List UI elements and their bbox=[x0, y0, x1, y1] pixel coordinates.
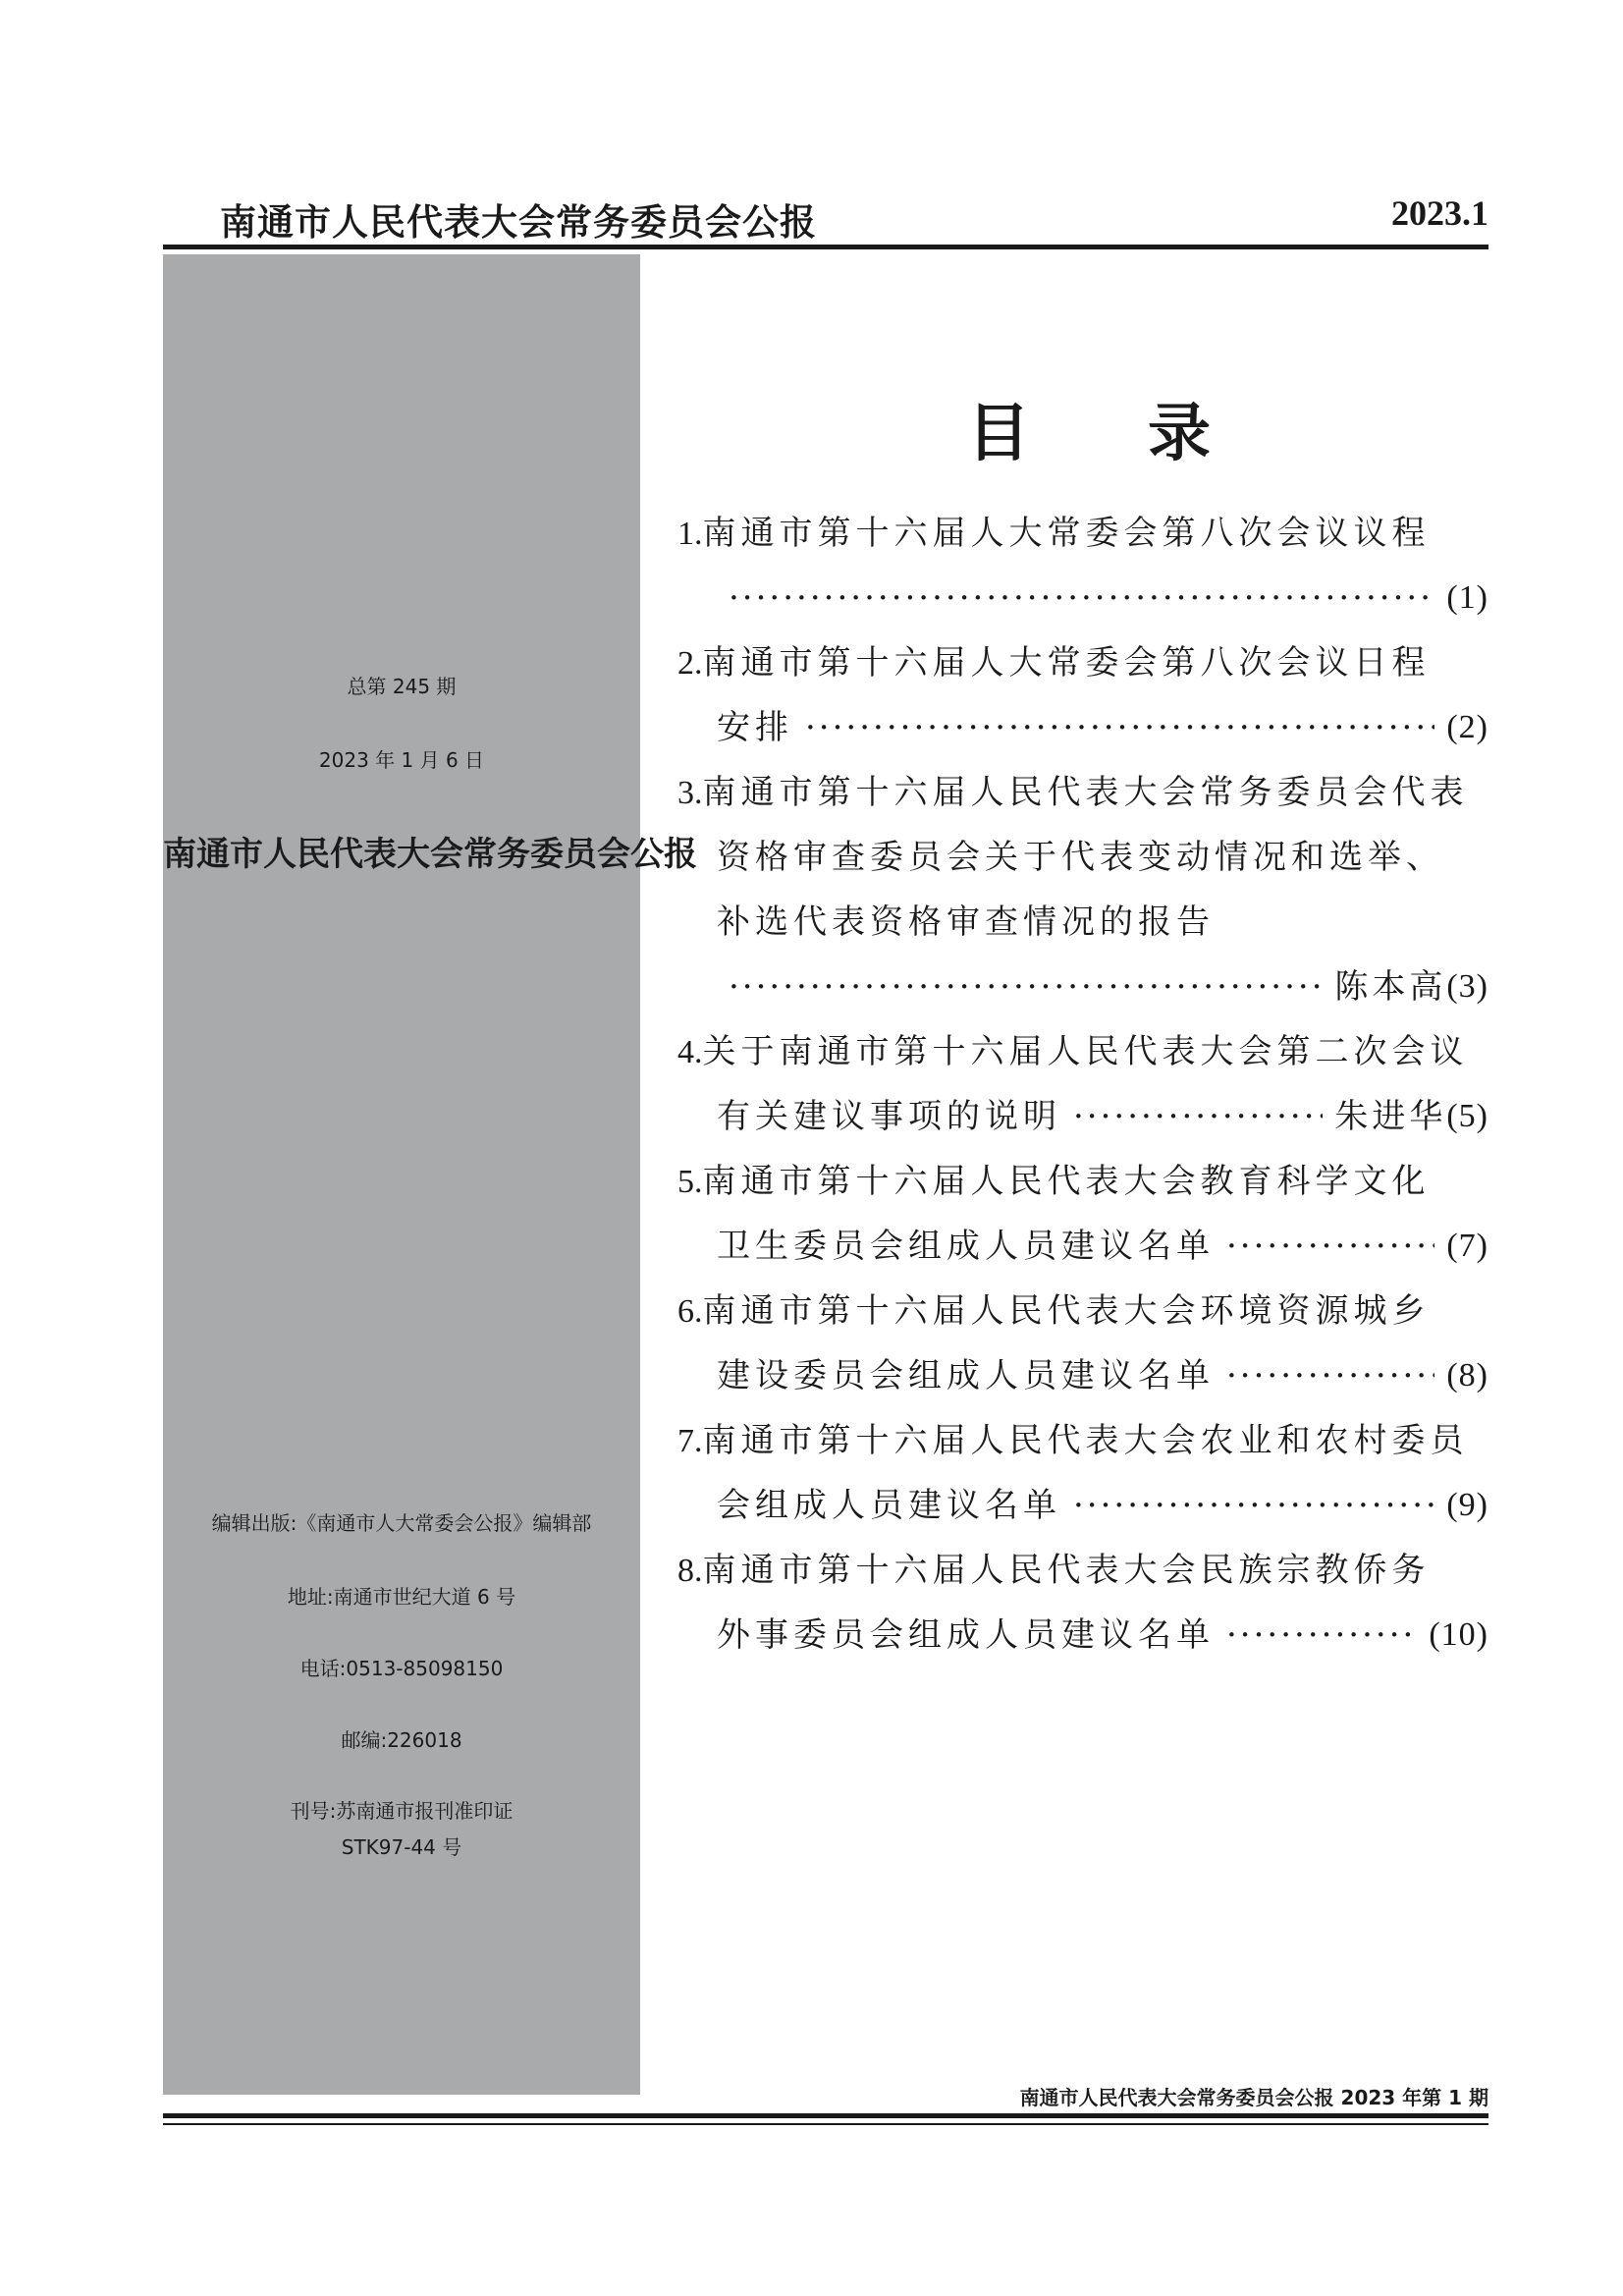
toc-page-number: (7) bbox=[1446, 1228, 1488, 1264]
table-of-contents bbox=[677, 501, 1488, 1667]
toc-entry-text: 会组成人员建议名单 bbox=[717, 1486, 1061, 1525]
toc-entry-line: 4.关于南通市第十六届人民代表大会第二次会议 bbox=[677, 1032, 1469, 1071]
toc-entry-last-line bbox=[677, 955, 1488, 1019]
dot-leader bbox=[1073, 1473, 1434, 1538]
toc-entry-8[interactable] bbox=[677, 1538, 1488, 1667]
toc-entry-last-line bbox=[677, 1603, 1488, 1667]
sidebar-license-line1: 刊号:苏南通市报刊准印证 bbox=[290, 1799, 514, 1823]
toc-entry-3[interactable] bbox=[677, 760, 1488, 1019]
sidebar-panel bbox=[163, 254, 697, 2095]
toc-entry-7[interactable] bbox=[677, 1408, 1488, 1538]
toc-entry-line: 7.南通市第十六届人民代表大会农业和农村委员 bbox=[677, 1421, 1469, 1460]
sidebar-phone: 电话:0513-85098150 bbox=[299, 1657, 504, 1680]
toc-entry-2[interactable] bbox=[677, 630, 1488, 760]
toc-entry-line: 资格审查委员会关于代表变动情况和选举、 bbox=[717, 838, 1444, 877]
toc-page-number: (8) bbox=[1446, 1357, 1488, 1394]
sidebar-license-line2: STK97-44 号 bbox=[341, 1835, 462, 1859]
toc-page-number: (2) bbox=[1446, 709, 1488, 745]
footer-rule-thin bbox=[163, 2123, 1488, 2125]
toc-entry-5[interactable] bbox=[677, 1149, 1488, 1279]
sidebar-address: 地址:南通市世纪大道 6 号 bbox=[287, 1585, 516, 1609]
sidebar-editor: 编辑出版:《南通市人大常委会公报》编辑部 bbox=[211, 1511, 592, 1535]
toc-entry-6[interactable] bbox=[677, 1279, 1488, 1408]
toc-entry-text: 建设委员会组成人员建议名单 bbox=[717, 1356, 1215, 1395]
toc-entry-last-line bbox=[677, 566, 1488, 630]
footer-text: 南通市人民代表大会常务委员会公报 2023 年第 1 期 bbox=[1019, 2086, 1488, 2109]
sidebar-title: 南通市人民代表大会常务委员会公报 bbox=[163, 835, 697, 874]
toc-entry-text: 安排 bbox=[717, 708, 793, 747]
dot-leader bbox=[729, 566, 1434, 630]
toc-entry-text: 外事委员会组成人员建议名单 bbox=[717, 1615, 1215, 1655]
dot-leader bbox=[729, 955, 1323, 1019]
toc-entry-1[interactable] bbox=[677, 501, 1488, 630]
header-title: 南通市人民代表大会常务委员会公报 bbox=[220, 200, 817, 244]
toc-entry-4[interactable] bbox=[677, 1019, 1488, 1149]
toc-entry-last-line bbox=[677, 1084, 1488, 1149]
dot-leader bbox=[1226, 1343, 1434, 1408]
toc-entry-line: 2.南通市第十六届人大常委会第八次会议日程 bbox=[677, 643, 1431, 683]
toc-author: 朱进华 bbox=[1334, 1097, 1447, 1136]
toc-entry-line: 补选代表资格审查情况的报告 bbox=[717, 902, 1215, 942]
toc-entry-text: 卫生委员会组成人员建议名单 bbox=[717, 1227, 1215, 1266]
header-rule bbox=[163, 245, 1488, 249]
toc-entry-last-line bbox=[677, 1214, 1488, 1279]
dot-leader bbox=[1226, 1214, 1434, 1279]
toc-entry-line: 6.南通市第十六届人民代表大会环境资源城乡 bbox=[677, 1291, 1431, 1331]
toc-page-number: (10) bbox=[1429, 1616, 1488, 1653]
toc-entry-line: 5.南通市第十六届人民代表大会教育科学文化 bbox=[677, 1162, 1431, 1201]
toc-page-number: (1) bbox=[1446, 579, 1488, 616]
toc-entry-text: 有关建议事项的说明 bbox=[717, 1097, 1061, 1136]
toc-entry-last-line bbox=[677, 695, 1488, 760]
sidebar-total-issue: 总第 245 期 bbox=[347, 675, 457, 698]
sidebar-postcode: 邮编:226018 bbox=[341, 1728, 462, 1752]
toc-page-number: (5) bbox=[1446, 1098, 1488, 1134]
toc-page-number: (9) bbox=[1446, 1487, 1488, 1523]
dot-leader bbox=[1226, 1603, 1417, 1667]
toc-entry-last-line bbox=[677, 1343, 1488, 1408]
toc-entry-line: 1.南通市第十六届人大常委会第八次会议议程 bbox=[677, 514, 1431, 553]
toc-heading: 目录 bbox=[967, 397, 1328, 470]
toc-author: 陈本高 bbox=[1334, 967, 1447, 1007]
dot-leader bbox=[805, 695, 1434, 760]
sidebar-date: 2023 年 1 月 6 日 bbox=[318, 748, 485, 772]
header-issue-number: 2023.1 bbox=[1391, 193, 1488, 233]
toc-entry-line: 8.南通市第十六届人民代表大会民族宗教侨务 bbox=[677, 1551, 1431, 1590]
toc-page-number: (3) bbox=[1446, 968, 1488, 1005]
toc-entry-line: 3.南通市第十六届人民代表大会常务委员会代表 bbox=[677, 773, 1469, 812]
footer-rule-thick bbox=[163, 2113, 1488, 2118]
dot-leader bbox=[1073, 1084, 1323, 1149]
toc-entry-last-line bbox=[677, 1473, 1488, 1538]
